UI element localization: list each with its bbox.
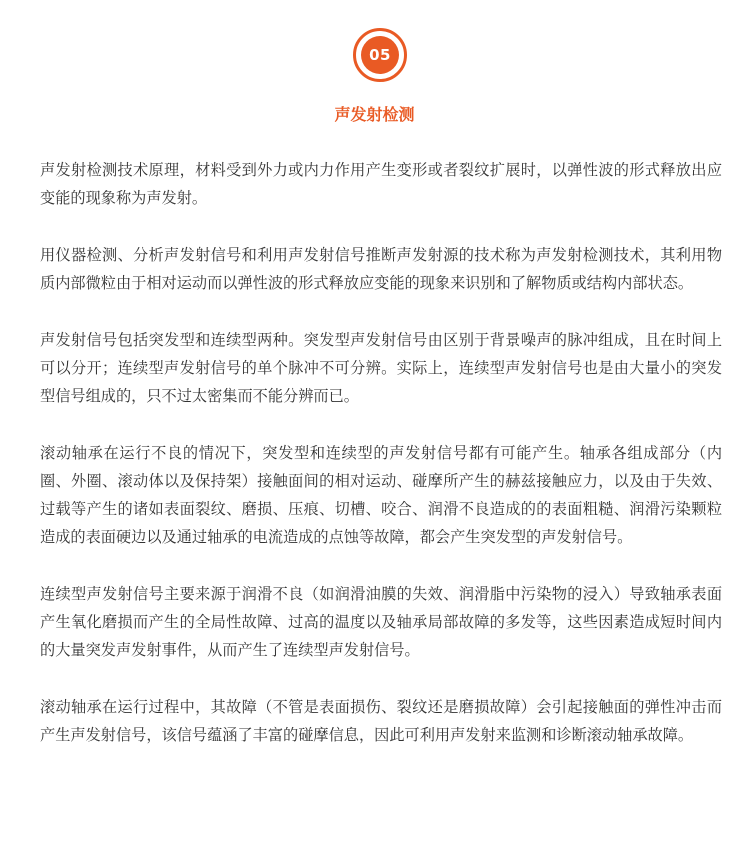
article-body <box>40 156 722 778</box>
paragraph-3: 声发射信号包括突发型和连续型两种。突发型声发射信号由区别于背景噪声的脉冲组成，且在时间上可以分开；连续型声发射信号的单个脉冲不可分辨。实际上，连续型声发射信号也是由大量小的突发型信号组成的，只不过太密集而不能分辨而已。 <box>40 331 722 405</box>
paragraph-2: 用仪器检测、分析声发射信号和利用声发射信号推断声发射源的技术称为声发射检测技术，其利用物质内部微粒由于相对运动而以弹性波的形式释放应变能的现象来识别和了解物质或结构内部状态。 <box>40 246 722 292</box>
section-number-badge <box>353 28 407 82</box>
section-number: 05 <box>361 36 399 74</box>
paragraph-6: 滚动轴承在运行过程中，其故障（不管是表面损伤、裂纹还是磨损故障）会引起接触面的弹性冲击而产生声发射信号，该信号蕴涵了丰富的碰摩信息，因此可利用声发射来监测和诊断滚动轴承故障。 <box>40 698 722 744</box>
badge-outer-ring <box>353 28 407 82</box>
paragraph-1: 声发射检测技术原理，材料受到外力或内力作用产生变形或者裂纹扩展时，以弹性波的形式释放出应变能的现象称为声发射。 <box>40 161 722 207</box>
paragraph-4: 滚动轴承在运行不良的情况下，突发型和连续型的声发射信号都有可能产生。轴承各组成部分（内圈、外圈、滚动体以及保持架）接触面间的相对运动、碰摩所产生的赫兹接触应力，以及由于失效、过载等产生的诸如表面裂纹、磨损、压痕、切槽、咬合、润滑不良造成的的表面粗糙、润滑污染颗粒造成的表面硬边以及通过轴承的电流造成的点蚀等故障，都会产生突发型的声发射信号。 <box>40 444 722 546</box>
section-title: 声发射检测 <box>334 105 415 124</box>
paragraph-5: 连续型声发射信号主要来源于润滑不良（如润滑油膜的失效、润滑脂中污染物的浸入）导致轴承表面产生氧化磨损而产生的全局性故障、过高的温度以及轴承局部故障的多发等，这些因素造成短时间内的大量突发声发射事件，从而产生了连续型声发射信号。 <box>40 585 722 659</box>
